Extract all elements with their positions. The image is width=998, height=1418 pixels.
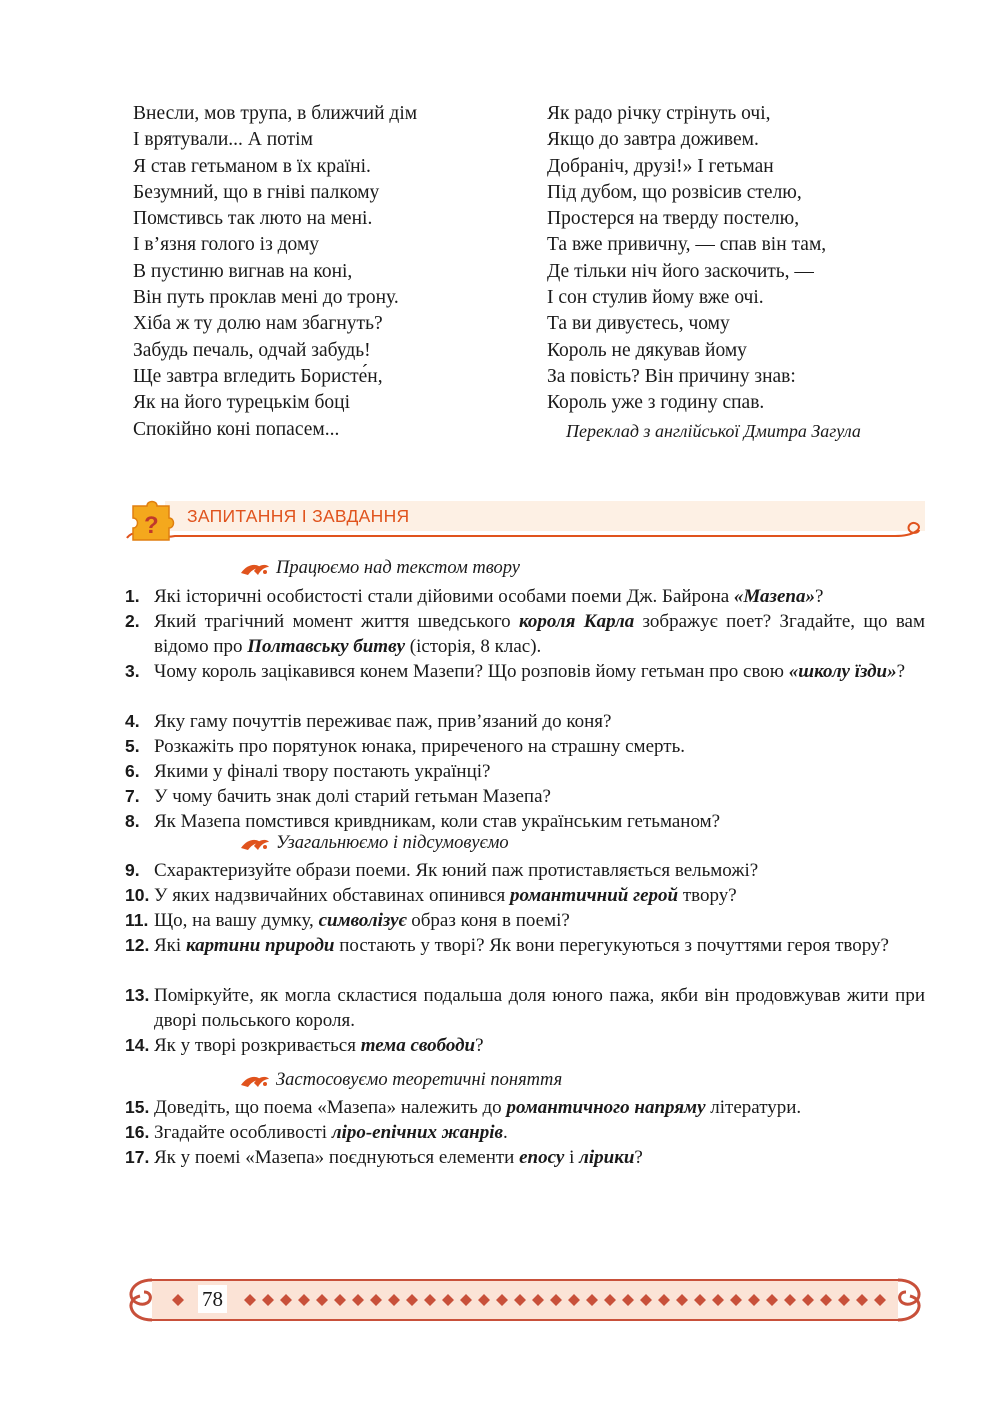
footer-ornament-border [124, 1270, 926, 1330]
poem-line: Та ви дивуєтесь, чому [547, 313, 730, 335]
question-item [125, 1033, 925, 1058]
question-number: 1. [125, 586, 140, 606]
question-text [154, 1033, 925, 1058]
page-number: 78 [198, 1285, 227, 1313]
question-text [154, 1095, 925, 1120]
question-text [154, 734, 925, 759]
section-title: ЗАПИТАННЯ І ЗАВДАННЯ [187, 506, 410, 526]
question-text-part: образ коня в поемі? [406, 910, 570, 931]
question-text-part: . [502, 1122, 508, 1143]
question-text-part: Доведіть, що поема «Мазепа» належить до [154, 1097, 507, 1118]
poem-line: І врятували... А потім [133, 129, 313, 151]
group-title-3 [240, 1070, 562, 1091]
question-number: 4. [125, 711, 140, 731]
question-item [125, 1095, 925, 1120]
poem-line: Я став гетьманом в їх країні. [133, 155, 371, 177]
question-text-part: У чому бачить знак долі старий гетьман Мазепа? [154, 786, 551, 807]
question-number: 6. [125, 761, 140, 781]
question-text-part: (історія, 8 клас). [405, 636, 542, 657]
svg-text:?: ? [144, 512, 159, 539]
question-number: 10. [125, 885, 150, 905]
key-term: символізує [318, 910, 407, 931]
question-number: 14. [125, 1035, 150, 1055]
question-text-part: Які історичні особистості стали дійовими особами поеми Дж. Байрона [154, 586, 734, 607]
poem-line: Якщо до завтра доживем. [547, 129, 759, 151]
key-term: тема свободи [360, 1035, 476, 1056]
poem-line: Внесли, мов трупа, в ближчий дім [133, 103, 418, 124]
key-term: «Мазепа» [733, 586, 815, 607]
question-text-part: Яку гаму почуттів переживає паж, прив’язаний до коня? [154, 711, 612, 732]
poem-line: Простерся на тверду постелю, [547, 208, 800, 230]
question-text [154, 1120, 925, 1145]
question-number: 11. [125, 910, 149, 930]
poem-line: Як радо річку стрінуть очі, [547, 103, 771, 124]
poem-line: Безумний, що в гніві палкому [133, 181, 380, 203]
poem-line: Добраніч, друзі!» І гетьман [547, 155, 774, 177]
translator-credit: Переклад з англійської Дмитра Загула [566, 421, 861, 441]
poem-line: Як на його турецькім боці [133, 392, 351, 414]
question-text-part: Які [154, 935, 186, 956]
question-text-part: ? [814, 586, 824, 607]
leaf-ornament-icon [240, 836, 270, 852]
question-text-part: Як Мазепа помстився кривдникам, коли став українським гетьманом? [154, 811, 721, 832]
question-text-part: Якими у фіналі твору постають українці? [154, 761, 491, 782]
leaf-ornament-icon [240, 1073, 270, 1089]
question-number: 5. [125, 736, 140, 756]
question-item [125, 1145, 925, 1170]
question-number: 3. [125, 661, 140, 681]
group-title-1 [240, 558, 520, 579]
question-text-part: твору? [678, 885, 737, 906]
key-term: короля Карла [518, 611, 635, 632]
poem-line: Король уже з годину спав. [547, 392, 765, 414]
key-term: епосу [519, 1147, 565, 1168]
question-item [125, 734, 925, 759]
question-text-part: ? [634, 1147, 643, 1168]
question-text-part: постають у творі? Як вони перегукуються з почуттями героя твору? [334, 935, 889, 956]
group-title-text: Працюємо над текстом твору [276, 558, 520, 578]
question-item [125, 784, 925, 809]
key-term: романтичний герой [510, 885, 679, 906]
question-item [125, 933, 925, 958]
poem-line: Забудь печаль, одчай забудь! [133, 339, 371, 361]
question-text [154, 1145, 925, 1170]
question-text [154, 983, 925, 1033]
question-text [154, 809, 925, 834]
question-text-part: Що, на вашу думку, [154, 910, 319, 931]
question-item [125, 883, 925, 908]
question-text-part: У яких надзвичайних обставинах опинився [154, 885, 510, 906]
question-text [154, 933, 925, 958]
question-text [154, 759, 925, 784]
question-text-part: Як у творі розкривається [154, 1035, 361, 1056]
puzzle-question-icon [133, 502, 174, 541]
question-number: 17. [125, 1147, 150, 1167]
key-term: картини природи [185, 935, 335, 956]
key-term: лірики [579, 1147, 635, 1168]
question-text [154, 784, 925, 809]
question-text [154, 584, 925, 609]
question-number: 16. [125, 1122, 150, 1142]
question-item [125, 809, 925, 834]
poem-line: За повість? Він причину знав: [547, 365, 796, 387]
key-term: ліро-епічних жанрів [331, 1122, 503, 1143]
question-text-part: Поміркуйте, як могла скластися подальша доля юного пажа, якби він продовжував жити при дворі польського короля. [154, 985, 925, 1031]
question-item [125, 759, 925, 784]
questions-section-header [125, 496, 925, 550]
question-text [154, 659, 925, 684]
question-text-part: ? [475, 1035, 484, 1056]
question-text-part: Згадайте особливості [154, 1122, 332, 1143]
group-title-text: Узагальнюємо і підсумовуємо [276, 833, 509, 853]
question-item [125, 584, 925, 609]
poem-line: Під дубом, що розвісив стелю, [547, 181, 802, 203]
poem-line: Хіба ж ту долю нам збагнуть? [133, 313, 383, 335]
poem-line: Король не дякував йому [547, 339, 747, 361]
question-number: 2. [125, 611, 140, 631]
question-number: 15. [125, 1097, 150, 1117]
question-number: 8. [125, 811, 140, 831]
poem-line: І в’язня голого із дому [133, 234, 320, 256]
question-text-part: Розкажіть про порятунок юнака, приреченого на страшну смерть. [154, 736, 685, 757]
question-text-part: зображує поет? Згадайте, що вам відомо про [154, 611, 925, 657]
poem-line: Спокійно коні попасем... [133, 418, 340, 440]
question-text [154, 883, 925, 908]
question-item [125, 908, 925, 933]
question-text-part: Чому король зацікавився конем Мазепи? Що розповів йому гетьман про свою [154, 661, 789, 682]
question-text [154, 858, 925, 883]
question-text-part: ? [896, 661, 906, 682]
question-item [125, 709, 925, 734]
question-text-part: Схарактеризуйте образи поеми. Як юний паж протиставляється вельможі? [154, 860, 759, 881]
key-term: романтичного напряму [506, 1097, 706, 1118]
question-item [125, 1120, 925, 1145]
poem-line: І сон стулив йому вже очі. [547, 287, 764, 309]
poem-right-column [547, 101, 927, 417]
question-item [125, 659, 925, 684]
question-text [154, 908, 925, 933]
poem-line: В пустиню вигнав на коні, [133, 260, 353, 282]
leaf-ornament-icon [240, 561, 270, 577]
question-text [154, 709, 925, 734]
question-item [125, 858, 925, 883]
poem-line: Ще завтра вгледить Бористе́н, [133, 365, 383, 387]
question-item [125, 609, 925, 659]
question-item [125, 983, 925, 1033]
poem-line: Помстивсь так люто на мені. [133, 208, 373, 230]
question-text-part: Який трагічний момент життя шведського [154, 611, 519, 632]
question-text-part: літератури. [705, 1097, 802, 1118]
poem-line: Він путь проклав мені до трону. [133, 287, 399, 309]
question-number: 9. [125, 860, 140, 880]
question-number: 7. [125, 786, 140, 806]
key-term: «школу їзди» [788, 661, 897, 682]
group-title-2 [240, 833, 509, 854]
poem-left-column [133, 101, 513, 443]
poem-line: Де тільки ніч його заскочить, — [547, 260, 814, 282]
question-number: 13. [125, 985, 150, 1005]
question-number: 12. [125, 935, 150, 955]
question-text-part: Як у поемі «Мазепа» поєднуються елементи [154, 1147, 520, 1168]
group-title-text: Застосовуємо теоретичні поняття [276, 1070, 563, 1090]
question-text [154, 609, 925, 659]
poem-line: Та вже привичну, — спав він там, [547, 234, 827, 256]
question-text-part: і [564, 1147, 580, 1168]
key-term: Полтавську битву [247, 636, 406, 657]
